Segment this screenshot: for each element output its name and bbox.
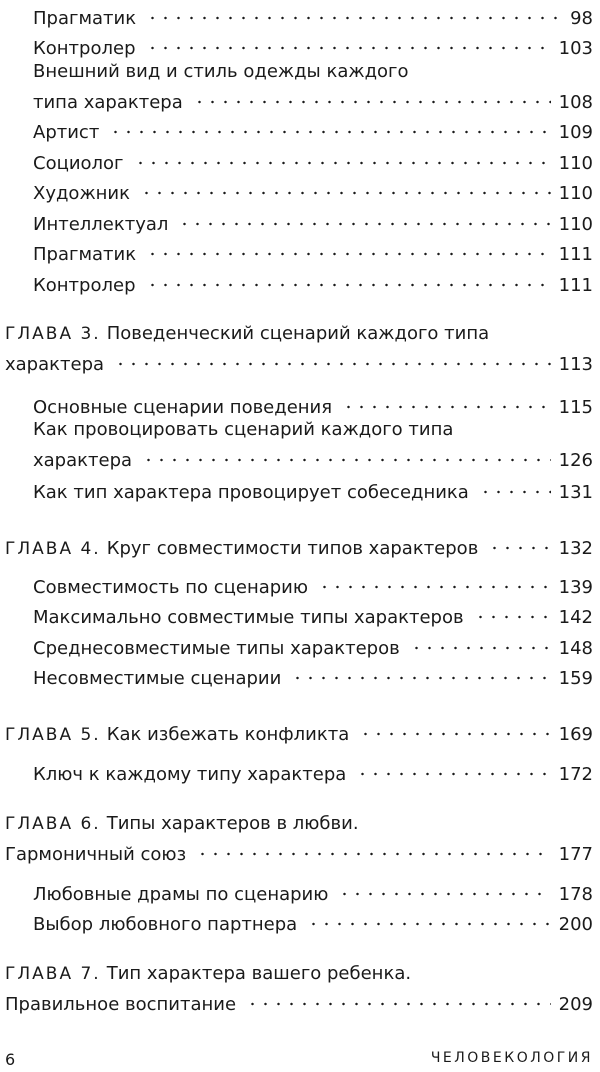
chapter-title-line2: характера — [5, 354, 105, 375]
toc-entry[interactable] — [33, 236, 593, 265]
page-number: 172 — [558, 764, 593, 785]
page-number: 111 — [558, 244, 593, 265]
toc-entry[interactable] — [33, 60, 593, 113]
chapter-heading-6[interactable] — [5, 812, 593, 865]
entry-title: Прагматик — [33, 8, 137, 29]
page-number: 132 — [558, 538, 593, 559]
toc-entry[interactable] — [33, 630, 593, 659]
dot-leader — [354, 756, 550, 780]
toc-entry[interactable] — [33, 876, 593, 905]
page-number: 159 — [558, 668, 593, 689]
dot-leader — [144, 236, 551, 260]
page-number: 98 — [570, 8, 593, 29]
entry-title: Социолог — [33, 153, 124, 174]
chapter-title: Как избежать конфликта — [106, 724, 350, 745]
entry-title: Прагматик — [33, 244, 137, 265]
dot-leader — [357, 716, 550, 740]
entry-title: типа характера — [33, 92, 183, 113]
entry-title: Среднесовместимые типы характеров — [33, 638, 400, 659]
toc-entry[interactable] — [33, 267, 593, 296]
page-number: 142 — [558, 607, 593, 628]
page-number: 148 — [558, 638, 593, 659]
chapter-title-line1: Типы характеров в любви. — [106, 813, 359, 834]
page-number: 139 — [558, 577, 593, 598]
dot-leader — [316, 569, 551, 593]
chapter-title-line2: Гармоничный союз — [5, 844, 187, 865]
toc-entry[interactable] — [33, 906, 593, 935]
footer-page-number: 6 — [5, 1050, 16, 1069]
toc-entry[interactable] — [33, 569, 593, 598]
toc-entry[interactable] — [33, 756, 593, 785]
dot-leader — [194, 836, 550, 860]
entry-title: Контролер — [33, 38, 136, 59]
dot-leader — [107, 114, 550, 138]
chapter-label: ГЛАВА 7. — [5, 964, 101, 984]
page-number: 113 — [558, 354, 593, 375]
entry-title: Любовные драмы по сценарию — [33, 884, 329, 905]
page-footer — [5, 1050, 593, 1072]
toc-entry[interactable] — [33, 206, 593, 235]
toc-entry[interactable] — [33, 474, 593, 503]
page-number: 115 — [558, 397, 593, 418]
toc-entry[interactable] — [33, 175, 593, 204]
footer-book-title: ЧЕЛОВЕКОЛОГИЯ — [430, 1050, 593, 1066]
entry-title: Выбор любовного партнера — [33, 914, 298, 935]
page-number: 209 — [558, 994, 593, 1015]
toc-entry[interactable] — [33, 30, 593, 59]
page-number: 103 — [558, 38, 593, 59]
chapter-title-line1: Поведенческий сценарий каждого типа — [106, 323, 490, 344]
entry-title: Максимально совместимые типы характеров — [33, 607, 464, 628]
page-number: 111 — [558, 275, 593, 296]
toc-entry[interactable] — [33, 660, 593, 689]
entry-title: Контролер — [33, 275, 136, 296]
chapter-heading-5[interactable] — [5, 716, 593, 745]
entry-title: Интеллектуал — [33, 214, 169, 235]
chapter-label: ГЛАВА 4. — [5, 539, 101, 559]
chapter-heading-4[interactable] — [5, 530, 593, 559]
page-number: 200 — [558, 914, 593, 935]
chapter-title: Круг совместимости типов характеров — [106, 538, 479, 559]
dot-leader — [305, 906, 550, 930]
dot-leader — [132, 145, 551, 169]
dot-leader — [289, 660, 550, 684]
dot-leader — [140, 442, 551, 466]
chapter-heading-3[interactable] — [5, 322, 593, 375]
toc-entry[interactable] — [33, 114, 593, 143]
chapter-label: ГЛАВА 5. — [5, 725, 101, 745]
toc-entry[interactable] — [33, 599, 593, 628]
dot-leader — [138, 175, 551, 199]
dot-leader — [486, 530, 550, 554]
dot-leader — [244, 986, 551, 1010]
dot-leader — [144, 0, 562, 24]
entry-title-line1: Как провоцировать сценарий каждого типа — [33, 419, 454, 440]
chapter-label: ГЛАВА 6. — [5, 814, 101, 834]
page-number: 126 — [558, 450, 593, 471]
chapter-heading-7[interactable] — [5, 962, 593, 1015]
page-number: 108 — [558, 92, 593, 113]
dot-leader — [477, 474, 551, 498]
toc-entry[interactable] — [33, 145, 593, 174]
page-number: 110 — [558, 153, 593, 174]
page-number: 110 — [558, 214, 593, 235]
toc-entry[interactable] — [33, 389, 593, 418]
entry-title: Совместимость по сценарию — [33, 577, 309, 598]
chapter-title-line1: Тип характера вашего ребенка. — [106, 963, 412, 984]
page-number: 110 — [558, 183, 593, 204]
page-number: 109 — [558, 122, 593, 143]
dot-leader — [112, 346, 551, 370]
chapter-title-line2: Правильное воспитание — [5, 994, 237, 1015]
dot-leader — [408, 630, 551, 654]
entry-title: Как тип характера провоцирует собеседника — [33, 482, 469, 503]
entry-title: Художник — [33, 183, 130, 204]
dot-leader — [472, 599, 551, 623]
page-number: 169 — [558, 724, 593, 745]
dot-leader — [176, 206, 550, 230]
page-number: 178 — [558, 884, 593, 905]
dot-leader — [144, 30, 551, 54]
chapter-label: ГЛАВА 3. — [5, 324, 101, 344]
toc-entry[interactable] — [33, 0, 593, 29]
page-number: 131 — [558, 482, 593, 503]
entry-title: Несовместимые сценарии — [33, 668, 282, 689]
dot-leader — [336, 876, 550, 900]
entry-title: Основные сценарии поведения — [33, 397, 333, 418]
page-number: 177 — [558, 844, 593, 865]
dot-leader — [340, 389, 551, 413]
dot-leader — [144, 267, 551, 291]
entry-title: Артист — [33, 122, 100, 143]
toc-entry[interactable] — [33, 418, 593, 471]
entry-title: характера — [33, 450, 133, 471]
entry-title: Ключ к каждому типу характера — [33, 764, 347, 785]
entry-title-line1: Внешний вид и стиль одежды каждого — [33, 61, 409, 82]
dot-leader — [191, 84, 551, 108]
